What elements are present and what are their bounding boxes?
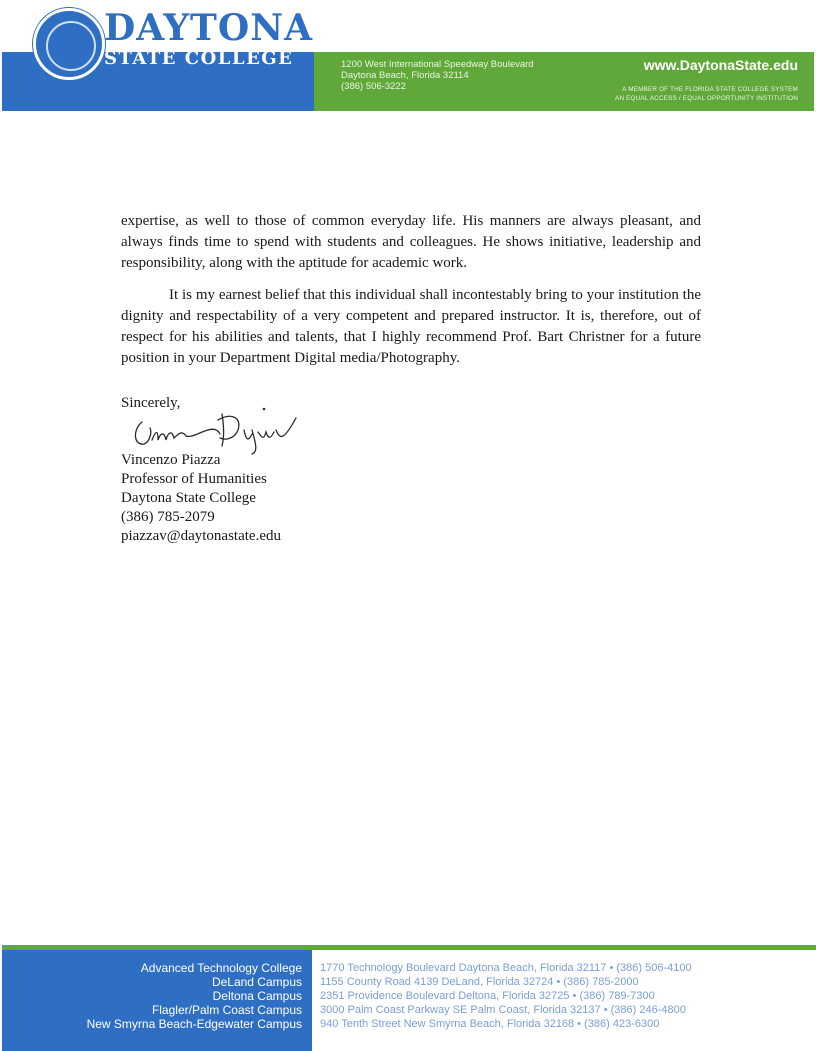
- closing: Sincerely,: [121, 395, 181, 411]
- website-link[interactable]: www.DaytonaState.edu: [643, 57, 798, 73]
- campus-address: 1155 County Road 4139 DeLand, Florida 32724 • (386) 785-2000: [320, 976, 639, 988]
- signature-block: [121, 451, 281, 546]
- signer-institution: Daytona State College: [121, 490, 256, 506]
- seal-torch-icon: [46, 21, 96, 71]
- college-name: DAYTONA: [104, 7, 314, 49]
- campus-address: 940 Tenth Street New Smyrna Beach, Florida 32168 • (386) 423-6300: [320, 1018, 660, 1030]
- member-line: AN EQUAL ACCESS / EQUAL OPPORTUNITY INSTITUTION: [615, 95, 798, 102]
- address-line: (386) 506-3222: [341, 81, 406, 92]
- campus-names: [87, 961, 302, 1031]
- membership-statement: [615, 85, 798, 103]
- campus-address: 2351 Providence Boulevard Deltona, Florida 32725 • (386) 789-7300: [320, 990, 655, 1002]
- handwritten-signature: [128, 400, 308, 455]
- address-line: 1200 West International Speedway Boulevard: [341, 59, 534, 70]
- campus-name: New Smyrna Beach-Edgewater Campus: [86, 1017, 302, 1031]
- address-line: Daytona Beach, Florida 32114: [341, 70, 469, 81]
- signer-title: Professor of Humanities: [121, 471, 267, 487]
- college-subname: STATE COLLEGE: [104, 48, 294, 69]
- campus-address: 1770 Technology Boulevard Daytona Beach, Florida 32117 • (386) 506-4100: [320, 962, 692, 974]
- campus-address: 3000 Palm Coast Parkway SE Palm Coast, Florida 32137 • (386) 246-4800: [320, 1004, 686, 1016]
- campus-name: Advanced Technology College: [140, 961, 302, 975]
- footer-campus-panel: [2, 950, 312, 1051]
- letterhead: [0, 0, 816, 113]
- campus-name: DeLand Campus: [211, 975, 302, 989]
- signer-phone: (386) 785-2079: [121, 509, 215, 525]
- college-address: [341, 59, 534, 92]
- college-seal-icon: [33, 8, 105, 80]
- member-line: A MEMBER OF THE FLORIDA STATE COLLEGE SYSTEM: [622, 86, 798, 93]
- campus-name: Flagler/Palm Coast Campus: [151, 1003, 302, 1017]
- signer-name: Vincenzo Piazza: [121, 452, 221, 468]
- letter-paragraph: expertise, as well to those of common everyday life. His manners are always pleasant, and always finds time to spend with students and colleagues. He shows initiative, leadership and responsibility, along with the aptitude for academic work.: [121, 213, 701, 271]
- campus-name: Deltona Campus: [212, 989, 302, 1003]
- letter-paragraph: It is my earnest belief that this individual shall incontestably bring to your institution the dignity and respectability of a very competent and prepared instructor. It is, therefore, out of respect for his abilities and talents, that I highly recommend Prof. Bart Christner for a future position in your Department Digital media/Photography.: [121, 287, 701, 366]
- signer-email[interactable]: piazzav@daytonastate.edu: [121, 528, 281, 544]
- campus-addresses: [320, 961, 692, 1031]
